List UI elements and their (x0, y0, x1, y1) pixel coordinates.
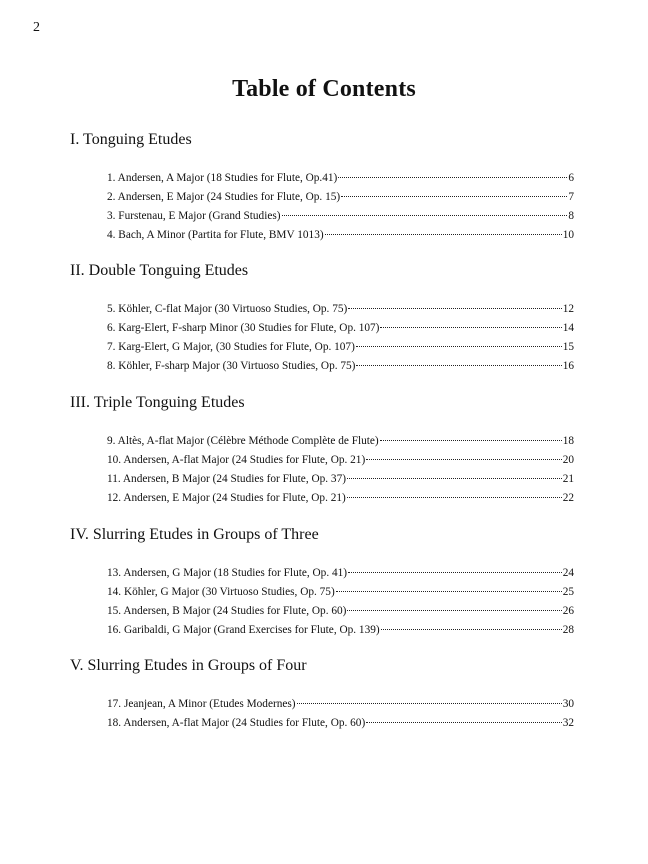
toc-entry-label: 5. Köhler, C-flat Major (30 Virtuoso Studies, Op. 75) (107, 303, 348, 315)
dot-leader (347, 478, 562, 479)
toc-entry-label: 12. Andersen, E Major (24 Studies for Flute, Op. 21) (107, 492, 346, 504)
dot-leader (282, 215, 568, 216)
toc-entry-page: 21 (562, 473, 574, 485)
toc-entry-list (107, 432, 574, 508)
toc-entry-label: 17. Jeanjean, A Minor (Etudes Modernes) (107, 698, 296, 710)
dot-leader (347, 610, 561, 611)
toc-entry-label: 13. Andersen, G Major (18 Studies for Flute, Op. 41) (107, 567, 348, 579)
toc-entry-label: 16. Garibaldi, G Major (Grand Exercises for Flute, Op. 139) (107, 624, 380, 636)
dot-leader (380, 327, 561, 328)
dot-leader (297, 703, 562, 704)
toc-entry-label: 15. Andersen, B Major (24 Studies for Flute, Op. 60) (107, 605, 347, 617)
dot-leader (336, 591, 562, 592)
toc-entry[interactable] (107, 621, 574, 640)
toc-entry-label: 10. Andersen, A-flat Major (24 Studies for Flute, Op. 21) (107, 454, 366, 466)
toc-entry[interactable] (107, 226, 574, 245)
toc-entry-list (107, 695, 574, 733)
toc-entry-page: 7 (568, 191, 574, 203)
toc-entry[interactable] (107, 695, 574, 714)
toc-entry-page: 26 (562, 605, 574, 617)
toc-entry[interactable] (107, 338, 574, 357)
toc-entry-label: 7. Karg-Elert, G Major, (30 Studies for Flute, Op. 107) (107, 341, 355, 353)
section-heading: I. Tonguing Etudes (70, 131, 192, 148)
toc-entry-page: 14 (562, 322, 574, 334)
toc-entry-label: 18. Andersen, A-flat Major (24 Studies for Flute, Op. 60) (107, 717, 366, 729)
dot-leader (356, 365, 561, 366)
toc-entry[interactable] (107, 564, 574, 583)
toc-entry-page: 24 (562, 567, 574, 579)
dot-leader (338, 177, 567, 178)
toc-entry-label: 3. Furstenau, E Major (Grand Studies) (107, 210, 281, 222)
dot-leader (341, 196, 567, 197)
toc-entry-page: 22 (562, 492, 574, 504)
toc-entry[interactable] (107, 489, 574, 508)
section-heading: IV. Slurring Etudes in Groups of Three (70, 526, 319, 543)
dot-leader (356, 346, 562, 347)
toc-entry-label: 1. Andersen, A Major (18 Studies for Flute, Op.41) (107, 172, 338, 184)
section-heading: II. Double Tonguing Etudes (70, 262, 249, 279)
toc-entry-label: 11. Andersen, B Major (24 Studies for Flute, Op. 37) (107, 473, 346, 485)
dot-leader (347, 497, 562, 498)
toc-entry[interactable] (107, 319, 574, 338)
toc-entry[interactable] (107, 451, 574, 470)
toc-entry-page: 18 (562, 435, 574, 447)
toc-entry-page: 6 (568, 172, 574, 184)
toc-entry-page: 12 (562, 303, 574, 315)
toc-entry-page: 28 (562, 624, 574, 636)
toc-entry[interactable] (107, 602, 574, 621)
toc-entry-page: 16 (562, 360, 574, 372)
toc-entry-list (107, 169, 574, 245)
page-number: 2 (33, 20, 40, 35)
toc-entry-label: 6. Karg-Elert, F-sharp Minor (30 Studies for Flute, Op. 107) (107, 322, 380, 334)
toc-entry-label: 9. Altès, A-flat Major (Célèbre Méthode Complète de Flute) (107, 435, 379, 447)
toc-entry-page: 32 (562, 717, 574, 729)
toc-entry[interactable] (107, 583, 574, 602)
toc-entry[interactable] (107, 188, 574, 207)
toc-entry-page: 10 (562, 229, 574, 241)
toc-entry-list (107, 300, 574, 376)
toc-entry-label: 14. Köhler, G Major (30 Virtuoso Studies, Op. 75) (107, 586, 335, 598)
toc-entry[interactable] (107, 432, 574, 451)
dot-leader (348, 308, 561, 309)
toc-entry-page: 8 (568, 210, 574, 222)
toc-entry-page: 30 (562, 698, 574, 710)
section-heading: III. Triple Tonguing Etudes (70, 394, 245, 411)
toc-entry-label: 2. Andersen, E Major (24 Studies for Flute, Op. 15) (107, 191, 341, 203)
toc-entry-page: 15 (562, 341, 574, 353)
toc-entry[interactable] (107, 357, 574, 376)
dot-leader (366, 722, 561, 723)
toc-entry[interactable] (107, 300, 574, 319)
toc-entry[interactable] (107, 714, 574, 733)
toc-entry[interactable] (107, 169, 574, 188)
dot-leader (380, 440, 562, 441)
toc-entry[interactable] (107, 470, 574, 489)
toc-entry-label: 4. Bach, A Minor (Partita for Flute, BMV 1013) (107, 229, 324, 241)
section-heading: V. Slurring Etudes in Groups of Four (70, 657, 307, 674)
dot-leader (366, 459, 561, 460)
toc-entry-list (107, 564, 574, 640)
page-title: Table of Contents (232, 76, 416, 102)
toc-entry[interactable] (107, 207, 574, 226)
toc-entry-page: 25 (562, 586, 574, 598)
dot-leader (325, 234, 562, 235)
dot-leader (381, 629, 562, 630)
toc-entry-page: 20 (562, 454, 574, 466)
toc-entry-label: 8. Köhler, F-sharp Major (30 Virtuoso Studies, Op. 75) (107, 360, 356, 372)
dot-leader (348, 572, 562, 573)
